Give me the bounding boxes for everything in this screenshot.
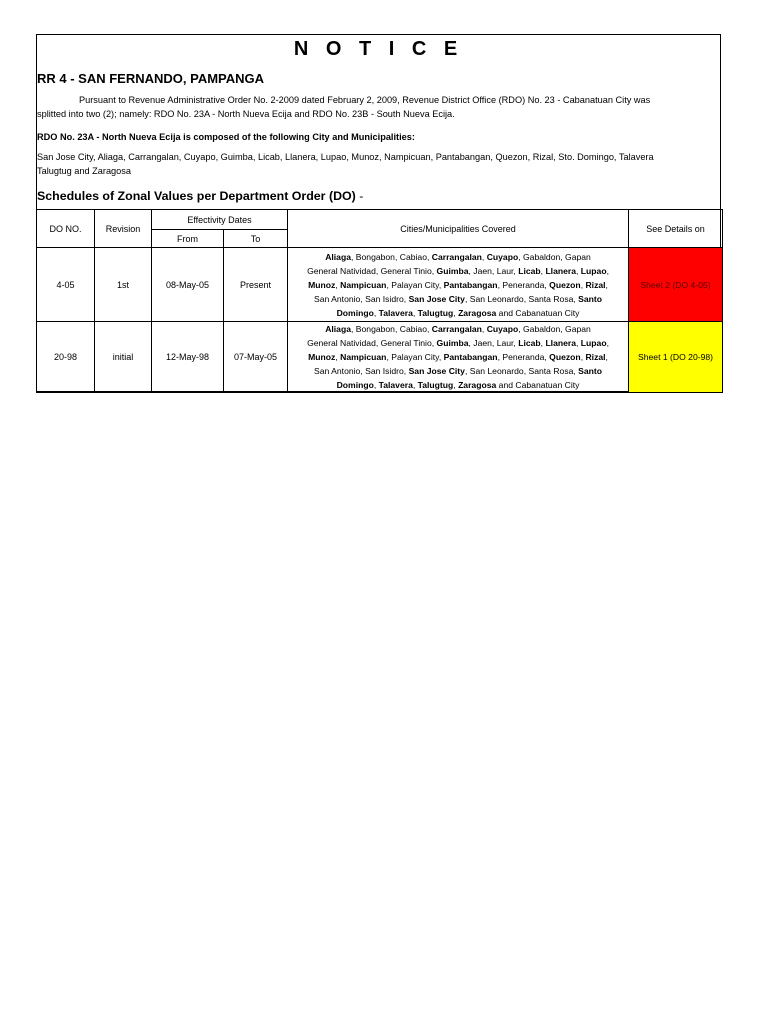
rdo-heading: RDO No. 23A - North Nueva Ecija is composed of the following City and Municipalities: [37,132,415,142]
intro-line-1: Pursuant to Revenue Administrative Order No. 2-2009 dated February 2, 2009, Revenue District Office (RDO) No. 23 - Cabanatuan City was [79,95,651,105]
cell-cities: Aliaga, Bongabon, Cabiao, Carrangalan, Cuyapo, Gabaldon, Gapan General Natividad, General Tinio, Guimba, Jaen, Laur, Licab, Llanera, Lupao, Munoz, Nampicuan, Palayan City, Pantabangan, Peneranda, Quezon, Rizal, San Antonio, San Isidro, San Jose City, San Leonardo, Santa Rosa, Santo Domingo, Talavera, Talugtug, Zaragosa and Cabanatuan City [288,322,629,393]
notice-sheet [36,34,721,392]
header-do-no: DO NO. [37,210,95,248]
schedules-heading-dash: - [359,189,364,203]
header-effectivity: Effectivity Dates [152,210,288,230]
cell-from: 08-May-05 [152,248,224,322]
cell-to: Present [224,248,288,322]
header-row-top [37,210,723,230]
cell-from: 12-May-98 [152,322,224,393]
cell-cities: Aliaga, Bongabon, Cabiao, Carrangalan, Cuyapo, Gabaldon, Gapan General Natividad, General Tinio, Guimba, Jaen, Laur, Licab, Llanera, Lupao, Munoz, Nampicuan, Palayan City, Pantabangan, Peneranda, Quezon, Rizal, San Antonio, San Isidro, San Jose City, San Leonardo, Santa Rosa, Santo Domingo, Talavera, Talugtug, Zaragosa and Cabanatuan City [288,248,629,322]
header-cities: Cities/Municipalities Covered [288,210,629,248]
municipalities-line-2: Talugtug and Zaragosa [37,166,131,176]
cell-do-no: 4-05 [37,248,95,322]
see-details-label: Sheet 1 (DO 20-98) [638,352,714,362]
table-row [37,248,723,322]
header-from: From [152,230,224,248]
cell-do-no: 20-98 [37,322,95,393]
see-details-label: Sheet 2 (DO 4-05) [640,279,711,290]
region-heading: RR 4 - SAN FERNANDO, PAMPANGA [37,71,265,86]
notice-title: N O T I C E [293,38,464,60]
cell-revision: initial [95,322,152,393]
cell-to: 07-May-05 [224,322,288,393]
intro-line-2: splitted into two (2); namely: RDO No. 23A - North Nueva Ecija and RDO No. 23B - South Nueva Ecija. [37,109,455,119]
schedules-heading [37,189,363,203]
schedules-heading-text: Schedules of Zonal Values per Department Order (DO) [37,189,356,203]
header-revision: Revision [95,210,152,248]
table-row [37,322,723,393]
header-see-details: See Details on [629,210,723,248]
municipalities-paragraph [37,150,720,178]
header-to: To [224,230,288,248]
municipalities-line-1: San Jose City, Aliaga, Carrangalan, Cuyapo, Guimba, Licab, Llanera, Lupao, Munoz, Nampicuan, Pantabangan, Quezon, Rizal, Sto. Domingo, Talavera [37,152,654,162]
cell-revision: 1st [95,248,152,322]
intro-paragraph [37,93,720,121]
schedules-table [36,209,723,393]
see-details-link-sheet-1[interactable] [629,322,723,393]
see-details-link-sheet-2[interactable] [629,248,723,322]
